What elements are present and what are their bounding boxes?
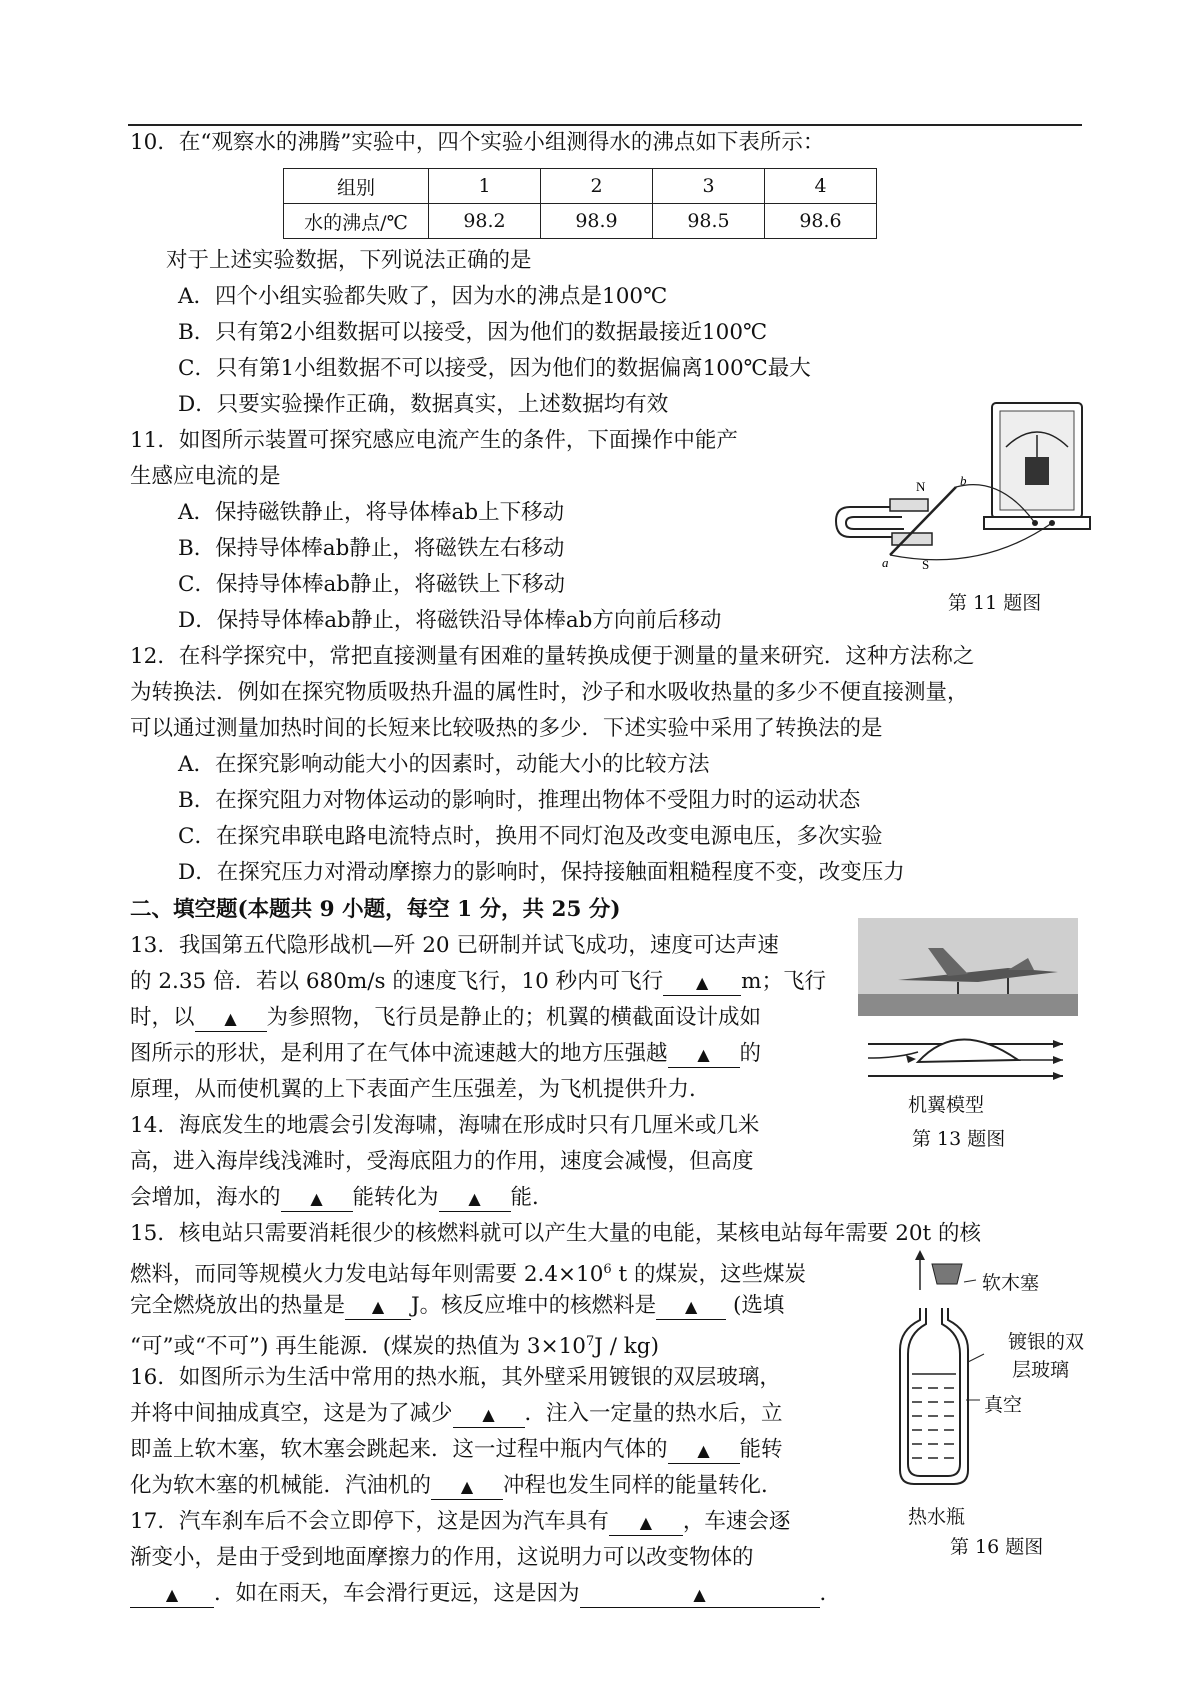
q16-text: 并将中间抽成真空，这是为了减少 xyxy=(130,1401,453,1426)
q10-option-d: D．只要实验操作正确，数据真实，上述数据均有效 xyxy=(178,392,669,417)
q11-figure-caption: 第 11 题图 xyxy=(948,592,1042,614)
q11-option-b: B．保持导体棒ab静止，将磁铁左右移动 xyxy=(178,536,565,561)
rod-a-label: a xyxy=(882,555,889,570)
q13-line-5: 原理，从而使机翼的上下表面产生压强差，为飞机提供升力． xyxy=(130,1077,711,1102)
q16-text: 化为软木塞的机械能．汽油机的 xyxy=(130,1473,432,1498)
q12-line-2: 为转换法．例如在探究物质吸热升温的属性时，沙子和水吸收热量的多少不便直接测量， xyxy=(130,680,969,705)
table-cell: 98.2 xyxy=(429,204,541,239)
q12-line-3: 可以通过测量加热时间的长短来比较吸热的多少．下述实验中采用了转换法的是 xyxy=(130,716,883,741)
blank-marker: ▲ xyxy=(693,1585,706,1604)
q16-line-3 xyxy=(130,1435,783,1465)
q16-line-1: 16．如图所示为生活中常用的热水瓶，其外壁采用镀银的双层玻璃， xyxy=(130,1365,781,1390)
q14-line-2: 高，进入海岸线浅滩时，受海底阻力的作用，速度会减慢，但高度 xyxy=(130,1149,754,1174)
answer-blank[interactable] xyxy=(663,970,741,996)
q14-text: 会增加，海水的 xyxy=(130,1185,281,1210)
answer-blank[interactable] xyxy=(431,1474,503,1500)
q13-line-2 xyxy=(130,967,826,997)
blank-marker: ▲ xyxy=(310,1189,323,1208)
q11-stem-2: 生感应电流的是 xyxy=(130,464,281,489)
q15-line-1: 15．核电站只需要消耗很少的核燃料就可以产生大量的电能，某核电站每年需要 20t 的核 xyxy=(130,1221,982,1246)
table-cell: 98.6 xyxy=(765,204,877,239)
blank-marker: ▲ xyxy=(482,1405,495,1424)
section-2-heading: 二、填空题(本题共 9 小题，每空 1 分，共 25 分) xyxy=(130,897,621,922)
answer-blank[interactable] xyxy=(668,1438,740,1464)
q16-text: 能转 xyxy=(739,1437,783,1462)
q16-text: 即盖上软木塞，软木塞会跳起来．这一过程中瓶内气体的 xyxy=(130,1437,668,1462)
thermos-label: 热水瓶 xyxy=(908,1506,966,1528)
table-row xyxy=(284,204,877,239)
galvanometer-apparatus-figure xyxy=(830,395,1100,580)
header-rule xyxy=(128,124,1082,126)
q17-text: ．如在雨天，车会滑行更远，这是因为 xyxy=(214,1581,580,1606)
q11-stem-1: 11．如图所示装置可探究感应电流产生的条件，下面操作中能产 xyxy=(130,428,738,453)
answer-blank[interactable] xyxy=(130,1582,214,1608)
q14-text: 能． xyxy=(510,1185,554,1210)
table-cell: 组别 xyxy=(284,169,429,204)
q14-line-1: 14．海底发生的地震会引发海啸，海啸在形成时只有几厘米或几米 xyxy=(130,1113,760,1138)
wing-model-label: 机翼模型 xyxy=(908,1094,985,1116)
answer-blank[interactable] xyxy=(345,1294,411,1320)
answer-blank[interactable] xyxy=(439,1186,511,1212)
cork-label: 软木塞 xyxy=(982,1272,1040,1294)
q15-line-4 xyxy=(130,1327,659,1362)
q15-text: 燃料，而同等规模火力发电站每年则需要 2.4×10 xyxy=(130,1262,604,1288)
blank-marker: ▲ xyxy=(371,1297,385,1316)
blank-marker: ▲ xyxy=(165,1585,179,1604)
q10-question: 对于上述实验数据，下列说法正确的是 xyxy=(166,248,532,273)
q13-text: 时，以 xyxy=(130,1005,195,1030)
table-cell: 1 xyxy=(429,169,541,204)
fighter-jet-photo xyxy=(858,918,1078,1088)
q15-text: “可”或“不可”) 再生能源．(煤炭的热值为 3×10 xyxy=(130,1334,586,1360)
table-cell: 98.5 xyxy=(653,204,765,239)
q17-line-3 xyxy=(130,1579,841,1609)
q11-option-d: D．保持导体棒ab静止，将磁铁沿导体棒ab方向前后移动 xyxy=(178,608,722,633)
q14-line-3 xyxy=(130,1183,554,1213)
exponent: 7 xyxy=(585,1334,595,1349)
vacuum-label: 真空 xyxy=(984,1394,1023,1416)
q16-figure-caption: 第 16 题图 xyxy=(950,1536,1044,1558)
q13-text: 的 xyxy=(739,1041,762,1066)
q17-text: 17．汽车刹车后不会立即停下，这是因为汽车具有 xyxy=(130,1509,609,1534)
table-cell: 2 xyxy=(541,169,653,204)
q15-line-3 xyxy=(130,1291,784,1321)
q12-line-1: 12．在科学探究中，常把直接测量有困难的量转换成便于测量的量来研究．这种方法称之 xyxy=(130,644,975,669)
q10-option-c: C．只有第1小组数据不可以接受，因为他们的数据偏离100℃最大 xyxy=(178,356,811,381)
answer-blank[interactable] xyxy=(453,1402,525,1428)
blank-marker: ▲ xyxy=(697,1441,710,1460)
q12-option-b: B．在探究阻力对物体运动的影响时，推理出物体不受阻力时的运动状态 xyxy=(178,788,861,813)
q15-line-2 xyxy=(130,1255,806,1290)
table-cell: 98.9 xyxy=(541,204,653,239)
q15-text: t 的煤炭，这些煤炭 xyxy=(611,1262,806,1288)
answer-blank[interactable] xyxy=(580,1582,820,1608)
q12-option-a: A．在探究影响动能大小的因素时，动能大小的比较方法 xyxy=(178,752,710,777)
q11-option-c: C．保持导体棒ab静止，将磁铁上下移动 xyxy=(178,572,566,597)
q17-text: ． xyxy=(819,1581,842,1606)
q13-text: 为参照物，飞行员是静止的；机翼的横截面设计成如 xyxy=(266,1005,762,1030)
blank-marker: ▲ xyxy=(468,1189,481,1208)
blank-marker: ▲ xyxy=(684,1297,698,1316)
q17-text: ，车速会逐 xyxy=(682,1509,791,1534)
blank-marker: ▲ xyxy=(697,1045,710,1064)
answer-blank[interactable] xyxy=(656,1294,726,1320)
magnet-s-label: S xyxy=(922,557,930,572)
rod-b-label: b xyxy=(960,473,967,488)
blank-marker: ▲ xyxy=(224,1009,237,1028)
magnet-n-label: N xyxy=(916,479,926,494)
q13-line-1: 13．我国第五代隐形战机—歼 20 已研制并试飞成功，速度可达声速 xyxy=(130,933,779,958)
q16-text: 冲程也发生同样的能量转化． xyxy=(503,1473,783,1498)
table-cell: 3 xyxy=(653,169,765,204)
q15-text: (选填 xyxy=(726,1293,785,1318)
q12-option-c: C．在探究串联电路电流特点时，换用不同灯泡及改变电源电压，多次实验 xyxy=(178,824,883,849)
q11-option-a: A．保持磁铁静止，将导体棒ab上下移动 xyxy=(178,500,565,525)
q15-text: 完全燃烧放出的热量是 xyxy=(130,1293,346,1318)
q15-text: J。核反应堆中的核燃料是 xyxy=(411,1293,657,1318)
table-cell: 水的沸点/℃ xyxy=(284,204,429,239)
q15-text: J / kg) xyxy=(594,1334,659,1360)
table-header-row xyxy=(284,169,877,204)
boiling-point-table xyxy=(283,168,877,239)
blank-marker: ▲ xyxy=(639,1513,653,1532)
q17-line-1 xyxy=(130,1507,790,1537)
answer-blank[interactable] xyxy=(609,1510,683,1536)
q13-text: m；飞行 xyxy=(741,969,826,994)
q13-text: 的 2.35 倍．若以 680m/s 的速度飞行，10 秒内可飞行 xyxy=(130,969,664,994)
q14-text: 能转化为 xyxy=(352,1185,439,1210)
q16-line-4 xyxy=(130,1471,783,1501)
blank-marker: ▲ xyxy=(695,973,709,992)
q10-stem: 10．在“观察水的沸腾”实验中，四个实验小组测得水的沸点如下表所示： xyxy=(130,130,825,155)
table-cell: 4 xyxy=(765,169,877,204)
glass-label-line-2: 层玻璃 xyxy=(1012,1359,1070,1381)
q13-text: 图所示的形状，是利用了在气体中流速越大的地方压强越 xyxy=(130,1041,668,1066)
q17-line-2: 渐变小，是由于受到地面摩擦力的作用，这说明力可以改变物体的 xyxy=(130,1545,754,1570)
glass-label-line-1: 镀银的双 xyxy=(1008,1331,1085,1353)
answer-blank[interactable] xyxy=(281,1186,353,1212)
q12-option-d: D．在探究压力对滑动摩擦力的影响时，保持接触面粗糙程度不变，改变压力 xyxy=(178,860,905,885)
blank-marker: ▲ xyxy=(460,1477,474,1496)
answer-blank[interactable] xyxy=(195,1006,267,1032)
thermos-bottle-figure xyxy=(880,1250,970,1490)
q10-option-a: A．四个小组实验都失败了，因为水的沸点是100℃ xyxy=(178,284,668,309)
q13-figure-caption: 第 13 题图 xyxy=(912,1128,1006,1150)
q10-option-b: B．只有第2小组数据可以接受，因为他们的数据最接近100℃ xyxy=(178,320,768,345)
q13-line-4 xyxy=(130,1039,761,1069)
answer-blank[interactable] xyxy=(668,1042,740,1068)
q16-line-2 xyxy=(130,1399,783,1429)
q13-line-3 xyxy=(130,1003,761,1033)
exponent: 6 xyxy=(603,1262,612,1277)
q16-text: ．注入一定量的热水后，立 xyxy=(524,1401,783,1426)
